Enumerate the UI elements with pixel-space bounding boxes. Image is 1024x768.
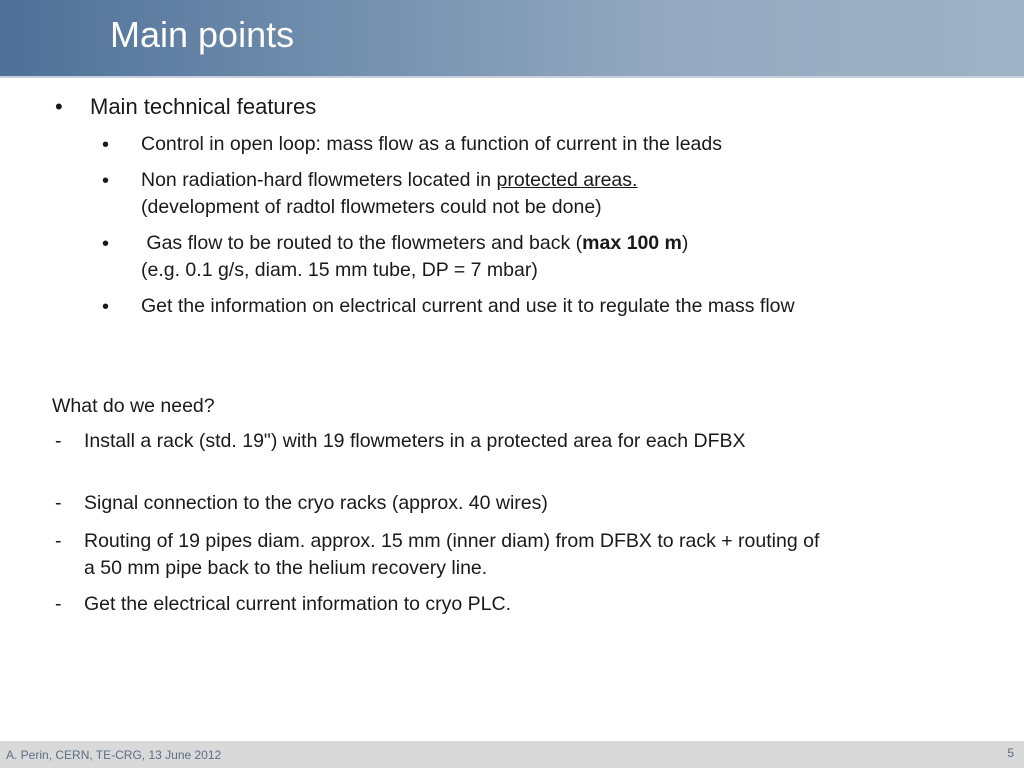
dash-marker: - xyxy=(55,430,62,452)
feature-text-close: ) xyxy=(681,232,689,254)
need-item: Get the electrical current information to cryo PLC. xyxy=(84,593,512,615)
need-item: Signal connection to the cryo racks (approx. 40 wires) xyxy=(84,492,548,514)
underlined-text: protected areas. xyxy=(496,169,638,191)
bullet-marker: • xyxy=(102,134,110,156)
bold-text: max 100 m xyxy=(582,232,682,254)
dash-marker: - xyxy=(55,593,62,615)
need-item: Routing of 19 pipes diam. approx. 15 mm (inner diam) from DFBX to rack + routing of a 50 mm pipe back to the helium recovery line. xyxy=(84,530,820,579)
feature-text: Non radiation-hard flowmeters located in xyxy=(141,169,497,191)
feature-subtext: (development of radtol flowmeters could not be done) xyxy=(141,196,602,218)
bullet-marker: • xyxy=(102,296,110,318)
footer-text: A. Perin, CERN, TE-CRG, 13 June 2012 xyxy=(6,748,222,762)
bullet-marker: • xyxy=(55,94,63,119)
features-heading: Main technical features xyxy=(90,94,317,119)
slide-title: Main points xyxy=(110,14,295,55)
needs-heading: What do we need? xyxy=(52,395,215,417)
feature-text: Gas flow to be routed to the flowmeters and back ( xyxy=(141,232,583,254)
feature-item: Control in open loop: mass flow as a function of current in the leads xyxy=(141,133,722,155)
need-item: Install a rack (std. 19") with 19 flowmeters in a protected area for each DFBX xyxy=(84,430,746,452)
feature-item: Get the information on electrical current and use it to regulate the mass flow xyxy=(141,295,795,317)
feature-item xyxy=(141,230,841,284)
bullet-marker: • xyxy=(102,170,110,192)
bullet-marker: • xyxy=(102,233,110,255)
feature-subtext: (e.g. 0.1 g/s, diam. 15 mm tube, DP = 7 mbar) xyxy=(141,259,538,281)
feature-item xyxy=(141,167,841,221)
page-number: 5 xyxy=(1007,746,1014,760)
footer-bar xyxy=(0,741,1024,768)
dash-marker: - xyxy=(55,530,62,552)
dash-marker: - xyxy=(55,492,62,514)
